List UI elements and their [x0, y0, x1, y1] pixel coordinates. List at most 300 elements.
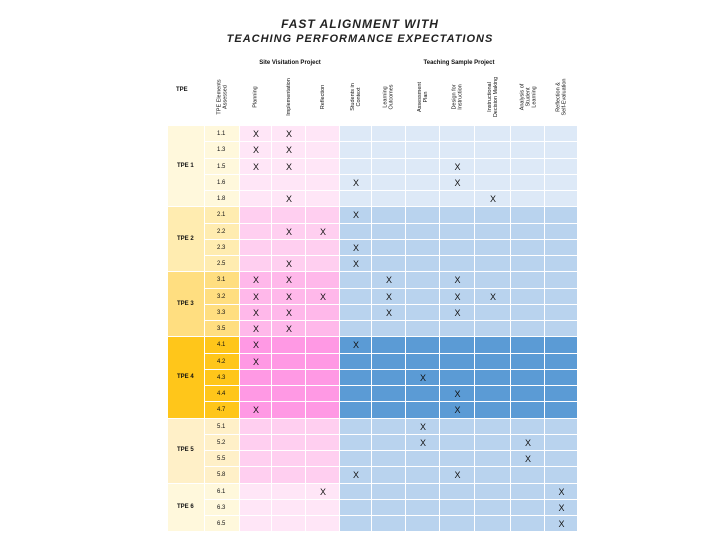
element-label: 4.7	[217, 407, 226, 414]
grid-cell	[475, 386, 511, 402]
grid-cell	[340, 435, 372, 451]
grid-cell	[372, 224, 406, 240]
grid-cell	[440, 435, 475, 451]
grid-cell	[340, 386, 372, 402]
grid-cell	[306, 370, 340, 386]
grid-cell	[306, 175, 340, 191]
element-label: 6.3	[217, 504, 226, 511]
grid-cell	[372, 451, 406, 467]
grid-cell	[306, 516, 340, 532]
grid-cell	[511, 142, 545, 158]
mark-x: X	[454, 177, 461, 188]
grid-cell	[340, 419, 372, 435]
element-label: 4.4	[217, 391, 226, 397]
grid-cell	[372, 337, 406, 353]
mark-x: X	[285, 145, 292, 156]
element-cell	[205, 224, 240, 240]
grid-cell	[475, 159, 511, 175]
grid-cell	[406, 500, 440, 516]
grid-cell	[272, 337, 306, 353]
header-column	[545, 68, 578, 126]
grid-cell	[406, 126, 440, 142]
grid-cell	[475, 370, 511, 386]
grid-cell	[475, 516, 511, 532]
grid-cell	[340, 142, 372, 158]
tpe-label: TPE 6	[177, 503, 194, 510]
grid-cell	[240, 370, 272, 386]
element-cell	[205, 256, 240, 272]
mark-x: X	[252, 356, 259, 367]
grid-cell	[372, 516, 406, 532]
grid-cell	[545, 467, 578, 483]
mark-x: X	[352, 210, 359, 221]
grid-cell	[440, 451, 475, 467]
mark-x: X	[489, 194, 496, 204]
grid-cell	[272, 240, 306, 256]
header-column	[272, 68, 306, 126]
tpe-label: TPE 1	[177, 162, 194, 169]
grid-cell	[440, 370, 475, 386]
grid-cell	[545, 386, 578, 402]
grid-cell	[440, 484, 475, 500]
grid-cell	[545, 402, 578, 418]
grid-cell	[406, 175, 440, 191]
mark-x: X	[352, 242, 359, 253]
tpe-label: TPE 2	[177, 235, 194, 242]
grid-cell	[272, 419, 306, 435]
grid-cell	[440, 354, 475, 370]
mark-x: X	[454, 161, 461, 172]
mark-x: X	[419, 372, 426, 383]
grid-cell	[306, 451, 340, 467]
element-cell	[205, 419, 240, 435]
grid-cell	[272, 402, 306, 418]
grid-cell	[340, 305, 372, 321]
grid-cell	[372, 321, 406, 337]
element-cell	[205, 484, 240, 500]
grid-cell	[511, 402, 545, 418]
grid-cell	[372, 370, 406, 386]
grid-cell	[340, 500, 372, 516]
grid-cell	[545, 159, 578, 175]
element-cell	[205, 159, 240, 175]
grid-cell	[475, 435, 511, 451]
element-label: 1.3	[217, 147, 226, 154]
header-column	[340, 68, 372, 126]
header-column-label: Reflection & Self-Evaluation	[555, 78, 568, 116]
grid-cell	[475, 321, 511, 337]
grid-cell	[406, 451, 440, 467]
mark-x: X	[352, 259, 359, 269]
header-column	[406, 68, 440, 126]
element-label: 1.8	[217, 196, 226, 202]
grid-cell	[306, 272, 340, 288]
grid-cell	[545, 224, 578, 240]
grid-cell	[511, 256, 545, 272]
element-label: 2.1	[217, 212, 226, 219]
mark-x: X	[252, 145, 259, 156]
element-label: 3.2	[217, 293, 226, 300]
grid-cell	[406, 207, 440, 223]
grid-cell	[340, 451, 372, 467]
grid-cell	[240, 386, 272, 402]
grid-cell	[511, 224, 545, 240]
mark-x: X	[285, 259, 292, 269]
grid-cell	[340, 224, 372, 240]
grid-cell	[545, 175, 578, 191]
mark-x: X	[454, 307, 461, 318]
grid-cell	[240, 419, 272, 435]
header-column	[475, 68, 511, 126]
grid-cell	[406, 354, 440, 370]
mark-x: X	[385, 307, 392, 318]
grid-cell	[511, 419, 545, 435]
grid-cell	[240, 207, 272, 223]
element-cell	[205, 516, 240, 532]
grid-cell	[545, 256, 578, 272]
grid-cell	[372, 240, 406, 256]
grid-cell	[372, 419, 406, 435]
element-label: 1.6	[217, 179, 226, 186]
grid-cell	[440, 500, 475, 516]
grid-cell	[340, 191, 372, 207]
grid-cell	[306, 386, 340, 402]
mark-x: X	[524, 454, 531, 464]
grid-cell	[545, 207, 578, 223]
grid-cell	[511, 370, 545, 386]
grid-cell	[545, 419, 578, 435]
grid-cell	[440, 256, 475, 272]
grid-cell	[475, 256, 511, 272]
grid-cell	[475, 142, 511, 158]
element-cell	[205, 142, 240, 158]
element-cell	[205, 370, 240, 386]
header-elements-assessed	[205, 68, 240, 126]
grid-cell	[406, 289, 440, 305]
grid-cell	[306, 467, 340, 483]
grid-cell	[406, 191, 440, 207]
element-label: 4.1	[217, 342, 226, 349]
grid-cell	[372, 126, 406, 142]
grid-cell	[406, 305, 440, 321]
group-site-visitation: Site Visitation Project	[259, 60, 321, 66]
grid-cell	[545, 305, 578, 321]
grid-cell	[475, 240, 511, 256]
grid-cell	[306, 354, 340, 370]
grid-cell	[475, 175, 511, 191]
element-label: 2.5	[217, 261, 226, 267]
grid-cell	[372, 142, 406, 158]
grid-cell	[406, 516, 440, 532]
header-column-label: Planning	[252, 86, 259, 108]
mark-x: X	[252, 340, 259, 351]
mark-x: X	[319, 486, 326, 497]
grid-cell	[545, 126, 578, 142]
grid-cell	[372, 402, 406, 418]
element-cell	[205, 191, 240, 207]
grid-cell	[340, 289, 372, 305]
mark-x: X	[558, 519, 565, 529]
grid-cell	[272, 370, 306, 386]
grid-cell	[240, 224, 272, 240]
mark-x: X	[454, 405, 461, 416]
element-label: 6.1	[217, 488, 226, 495]
element-cell	[205, 240, 240, 256]
tpe-cell	[168, 207, 205, 272]
header-column	[440, 68, 475, 126]
mark-x: X	[385, 275, 392, 286]
grid-cell	[475, 337, 511, 353]
grid-cell	[475, 272, 511, 288]
grid-cell	[372, 484, 406, 500]
element-label: 4.3	[217, 374, 226, 381]
element-label: 5.1	[217, 423, 226, 430]
grid-cell	[240, 435, 272, 451]
grid-cell	[240, 256, 272, 272]
header-column	[511, 68, 545, 126]
grid-cell	[306, 142, 340, 158]
header-column-label: Assessment Plan	[417, 82, 429, 112]
element-label: 1.5	[217, 163, 226, 170]
grid-cell	[511, 272, 545, 288]
grid-cell	[511, 159, 545, 175]
element-cell	[205, 386, 240, 402]
mark-x: X	[419, 437, 426, 448]
grid-cell	[272, 451, 306, 467]
header-column-label: Analysis of Student Learning	[518, 83, 537, 111]
mark-x: X	[285, 226, 292, 237]
element-label: 6.5	[217, 521, 226, 527]
grid-cell	[475, 500, 511, 516]
element-label: 3.5	[217, 326, 226, 332]
grid-cell	[440, 142, 475, 158]
grid-cell	[406, 224, 440, 240]
group-teaching-sample: Teaching Sample Project	[423, 60, 495, 66]
grid-cell	[511, 516, 545, 532]
title-line-2: TEACHING PERFORMANCE EXPECTATIONS	[226, 33, 494, 45]
grid-cell	[545, 289, 578, 305]
grid-cell	[272, 500, 306, 516]
grid-cell	[340, 370, 372, 386]
mark-x: X	[352, 340, 359, 351]
grid-cell	[511, 207, 545, 223]
grid-cell	[272, 207, 306, 223]
grid-cell	[240, 484, 272, 500]
grid-cell	[372, 175, 406, 191]
grid-cell	[511, 337, 545, 353]
mark-x: X	[252, 291, 259, 302]
grid-cell	[306, 500, 340, 516]
grid-cell	[372, 256, 406, 272]
mark-x: X	[285, 307, 292, 318]
grid-cell	[306, 321, 340, 337]
mark-x: X	[285, 194, 292, 204]
grid-cell	[306, 191, 340, 207]
mark-x: X	[352, 177, 359, 188]
header-column	[372, 68, 406, 126]
element-label: 2.2	[217, 228, 226, 235]
mark-x: X	[285, 161, 292, 172]
grid-cell	[475, 207, 511, 223]
mark-x: X	[252, 307, 259, 318]
grid-cell	[306, 305, 340, 321]
mark-x: X	[558, 486, 565, 497]
grid-cell	[475, 305, 511, 321]
grid-cell	[340, 484, 372, 500]
grid-cell	[475, 484, 511, 500]
header-elements-label: TPE Elements Assessed	[216, 79, 229, 115]
grid-cell	[511, 126, 545, 142]
grid-cell	[306, 240, 340, 256]
grid-cell	[545, 142, 578, 158]
mark-x: X	[419, 421, 426, 432]
grid-cell	[240, 516, 272, 532]
element-label: 5.5	[217, 456, 226, 462]
mark-x: X	[252, 129, 259, 139]
grid-cell	[406, 256, 440, 272]
mark-x: X	[454, 291, 461, 302]
element-cell	[205, 175, 240, 191]
grid-cell	[406, 386, 440, 402]
title-line-1: FAST ALIGNMENT WITH	[281, 17, 439, 31]
grid-cell	[511, 305, 545, 321]
grid-cell	[511, 484, 545, 500]
mark-x: X	[319, 291, 326, 302]
element-label: 5.8	[217, 472, 226, 479]
mark-x: X	[252, 405, 259, 416]
grid-cell	[475, 354, 511, 370]
grid-cell	[545, 337, 578, 353]
header-column	[306, 68, 340, 126]
grid-cell	[545, 191, 578, 207]
grid-cell	[545, 240, 578, 256]
grid-cell	[440, 516, 475, 532]
mark-x: X	[454, 389, 461, 399]
grid-cell	[272, 386, 306, 402]
grid-cell	[372, 435, 406, 451]
element-cell	[205, 354, 240, 370]
grid-cell	[272, 435, 306, 451]
grid-cell	[511, 386, 545, 402]
grid-cell	[306, 435, 340, 451]
grid-cell	[440, 126, 475, 142]
element-cell	[205, 289, 240, 305]
grid-cell	[511, 240, 545, 256]
mark-x: X	[319, 226, 326, 237]
grid-cell	[340, 272, 372, 288]
grid-cell	[272, 516, 306, 532]
mark-x: X	[285, 324, 292, 334]
grid-cell	[545, 370, 578, 386]
element-label: 2.3	[217, 244, 226, 251]
grid-cell	[440, 337, 475, 353]
header-column	[240, 68, 272, 126]
grid-cell	[372, 467, 406, 483]
grid-cell	[511, 191, 545, 207]
grid-cell	[406, 321, 440, 337]
element-label: 5.2	[217, 439, 226, 446]
header-column-label: Implementation	[286, 78, 293, 116]
mark-x: X	[558, 502, 565, 513]
grid-cell	[306, 337, 340, 353]
grid-cell	[511, 467, 545, 483]
grid-cell	[475, 467, 511, 483]
grid-cell	[240, 191, 272, 207]
header-column-label: Reflection	[320, 84, 326, 110]
grid-cell	[340, 402, 372, 418]
mark-x: X	[454, 275, 461, 286]
element-cell	[205, 272, 240, 288]
grid-cell	[545, 321, 578, 337]
grid-cell	[440, 207, 475, 223]
mark-x: X	[454, 470, 461, 481]
element-cell	[205, 467, 240, 483]
grid-cell	[545, 272, 578, 288]
grid-cell	[511, 321, 545, 337]
element-label: 3.3	[217, 309, 226, 316]
grid-cell	[306, 402, 340, 418]
grid-cell	[340, 159, 372, 175]
mark-x: X	[252, 275, 259, 286]
element-cell	[205, 451, 240, 467]
mark-x: X	[489, 291, 496, 302]
grid-cell	[240, 451, 272, 467]
grid-cell	[406, 402, 440, 418]
tpe-cell	[168, 272, 205, 337]
grid-cell	[240, 500, 272, 516]
element-cell	[205, 321, 240, 337]
header-column-label: Learning Outcomes	[382, 84, 395, 110]
tpe-cell	[168, 484, 205, 533]
header-tpe: TPE	[176, 87, 188, 93]
element-cell	[205, 435, 240, 451]
header-column-label: Instructional Decision Making	[487, 76, 500, 118]
mark-x: X	[385, 291, 392, 302]
grid-cell	[240, 240, 272, 256]
grid-cell	[475, 224, 511, 240]
grid-cell	[240, 467, 272, 483]
grid-cell	[272, 175, 306, 191]
grid-cell	[511, 175, 545, 191]
grid-cell	[372, 191, 406, 207]
mark-x: X	[285, 275, 292, 286]
grid-cell	[440, 419, 475, 435]
grid-cell	[306, 126, 340, 142]
grid-cell	[272, 467, 306, 483]
grid-cell	[545, 451, 578, 467]
grid-cell	[406, 142, 440, 158]
grid-cell	[475, 419, 511, 435]
element-cell	[205, 207, 240, 223]
grid-cell	[511, 289, 545, 305]
grid-cell	[475, 126, 511, 142]
grid-cell	[440, 224, 475, 240]
element-cell	[205, 402, 240, 418]
grid-cell	[545, 435, 578, 451]
grid-cell	[272, 354, 306, 370]
grid-cell	[340, 354, 372, 370]
grid-cell	[306, 159, 340, 175]
element-cell	[205, 305, 240, 321]
grid-cell	[475, 402, 511, 418]
element-cell	[205, 500, 240, 516]
grid-cell	[406, 337, 440, 353]
grid-cell	[272, 484, 306, 500]
tpe-cell	[168, 126, 205, 207]
header-column-label: Design for Instruction	[451, 84, 464, 110]
grid-cell	[545, 354, 578, 370]
mark-x: X	[524, 437, 531, 448]
